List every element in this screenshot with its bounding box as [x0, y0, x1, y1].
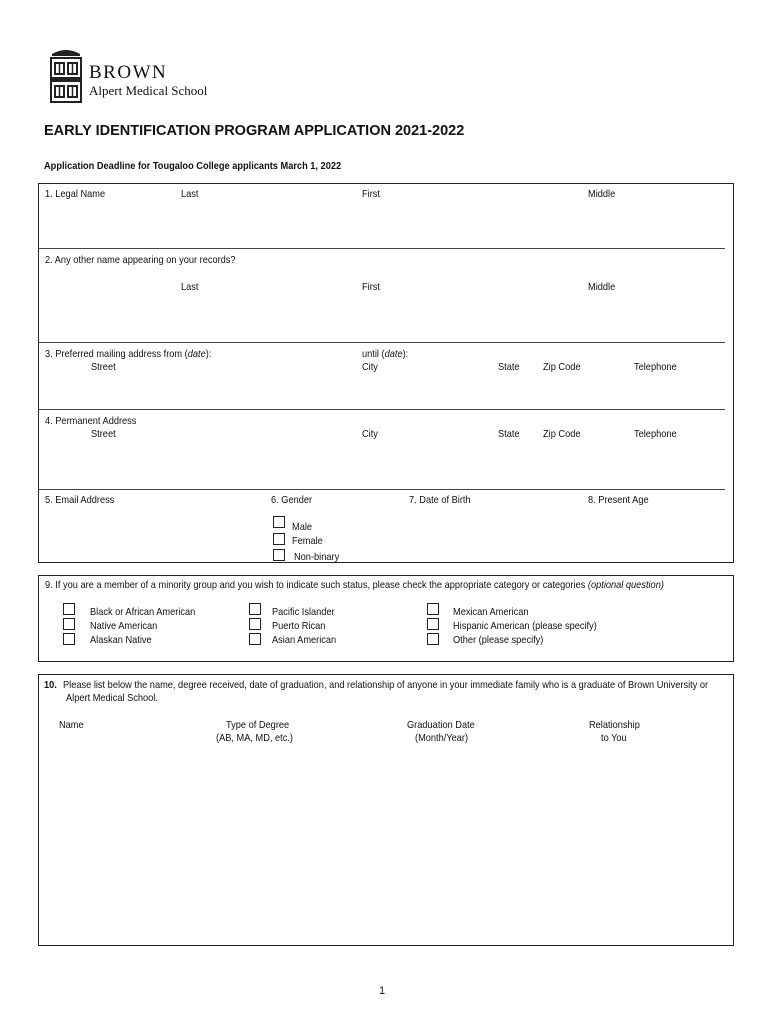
- q4-zip-label: Zip Code: [543, 428, 581, 440]
- native-american-checkbox[interactable]: [63, 618, 75, 630]
- q4-label: 4. Permanent Address: [45, 415, 137, 427]
- brown-logo: [48, 46, 84, 109]
- gender-female-checkbox[interactable]: [273, 533, 285, 545]
- q6-gender-label: 6. Gender: [271, 494, 313, 506]
- q7-dob-label: 7. Date of Birth: [409, 494, 471, 506]
- page-number: 1: [379, 985, 386, 997]
- q3-label: 3. Preferred mailing address from (date):: [45, 348, 212, 360]
- gender-male-checkbox[interactable]: [273, 516, 285, 528]
- q1-label: 1. Legal Name: [45, 188, 106, 200]
- pacific-islander-checkbox[interactable]: [249, 603, 261, 615]
- q1-divider: [38, 248, 725, 249]
- q2-last-label: Last: [181, 281, 199, 293]
- gender-nonbinary-label: Non-binary: [294, 551, 340, 563]
- q3-street-label: Street: [91, 361, 116, 373]
- page-title: EARLY IDENTIFICATION PROGRAM APPLICATION 2021-2022: [44, 123, 465, 139]
- alaskan-native-label: Alaskan Native: [90, 634, 152, 646]
- q3-state-label: State: [498, 361, 520, 373]
- q8-age-label: 8. Present Age: [588, 494, 649, 506]
- q4-city-label: City: [362, 428, 378, 440]
- gender-female-label: Female: [292, 535, 323, 547]
- q2-divider: [38, 342, 725, 343]
- col-header-degree: Type of Degree: [226, 719, 290, 731]
- asian-american-label: Asian American: [272, 634, 337, 646]
- black-african-american-checkbox[interactable]: [63, 603, 75, 615]
- mexican-american-label: Mexican American: [453, 606, 529, 618]
- gender-nonbinary-checkbox[interactable]: [273, 549, 285, 561]
- q3-divider: [38, 409, 725, 410]
- q4-telephone-label: Telephone: [634, 428, 677, 440]
- hispanic-american-checkbox[interactable]: [427, 618, 439, 630]
- q4-state-label: State: [498, 428, 520, 440]
- gender-male-label: Male: [292, 521, 313, 533]
- q1-last-label: Last: [181, 188, 199, 200]
- puerto-rican-label: Puerto Rican: [272, 620, 326, 632]
- q1-middle-label: Middle: [588, 188, 616, 200]
- q2-middle-label: Middle: [588, 281, 616, 293]
- col-header-relationship-sub: to You: [601, 732, 627, 744]
- logo-school-text: Alpert Medical School: [89, 83, 208, 98]
- col-header-graduation-sub: (Month/Year): [415, 732, 469, 744]
- q3-until-label: until (date):: [362, 348, 409, 360]
- q9-label: 9. If you are a member of a minority group and you wish to indicate such status, please check the appropriate category or categories (optional question): [45, 579, 664, 591]
- mexican-american-checkbox[interactable]: [427, 603, 439, 615]
- deadline-text: Application Deadline for Tougaloo College applicants March 1, 2022: [44, 160, 342, 172]
- black-african-american-label: Black or African American: [90, 606, 196, 618]
- brown-shield-icon: [48, 46, 84, 104]
- q2-first-label: First: [362, 281, 380, 293]
- col-header-relationship: Relationship: [589, 719, 640, 731]
- q3-zip-label: Zip Code: [543, 361, 581, 373]
- q2-label: 2. Any other name appearing on your records?: [45, 254, 236, 266]
- logo-brown-text: BROWN: [89, 62, 168, 83]
- alaskan-native-checkbox[interactable]: [63, 633, 75, 645]
- asian-american-checkbox[interactable]: [249, 633, 261, 645]
- col-header-name: Name: [59, 719, 84, 731]
- q10-label-line2: Alpert Medical School.: [66, 692, 158, 704]
- native-american-label: Native American: [90, 620, 158, 632]
- q3-telephone-label: Telephone: [634, 361, 677, 373]
- pacific-islander-label: Pacific Islander: [272, 606, 335, 618]
- other-checkbox[interactable]: [427, 633, 439, 645]
- q10-number: 10.: [44, 679, 57, 691]
- q10-label-line1: Please list below the name, degree received, date of graduation, and relationship of anyone in your immediate family who is a graduate of Brown University or: [63, 679, 709, 691]
- puerto-rican-checkbox[interactable]: [249, 618, 261, 630]
- col-header-degree-sub: (AB, MA, MD, etc.): [216, 732, 294, 744]
- q4-street-label: Street: [91, 428, 116, 440]
- q4-divider: [38, 489, 725, 490]
- q3-city-label: City: [362, 361, 378, 373]
- col-header-graduation: Graduation Date: [407, 719, 475, 731]
- family-graduates-section: [38, 674, 734, 946]
- q1-first-label: First: [362, 188, 380, 200]
- hispanic-american-label: Hispanic American (please specify): [453, 620, 597, 632]
- other-label: Other (please specify): [453, 634, 544, 646]
- q5-email-label: 5. Email Address: [45, 494, 115, 506]
